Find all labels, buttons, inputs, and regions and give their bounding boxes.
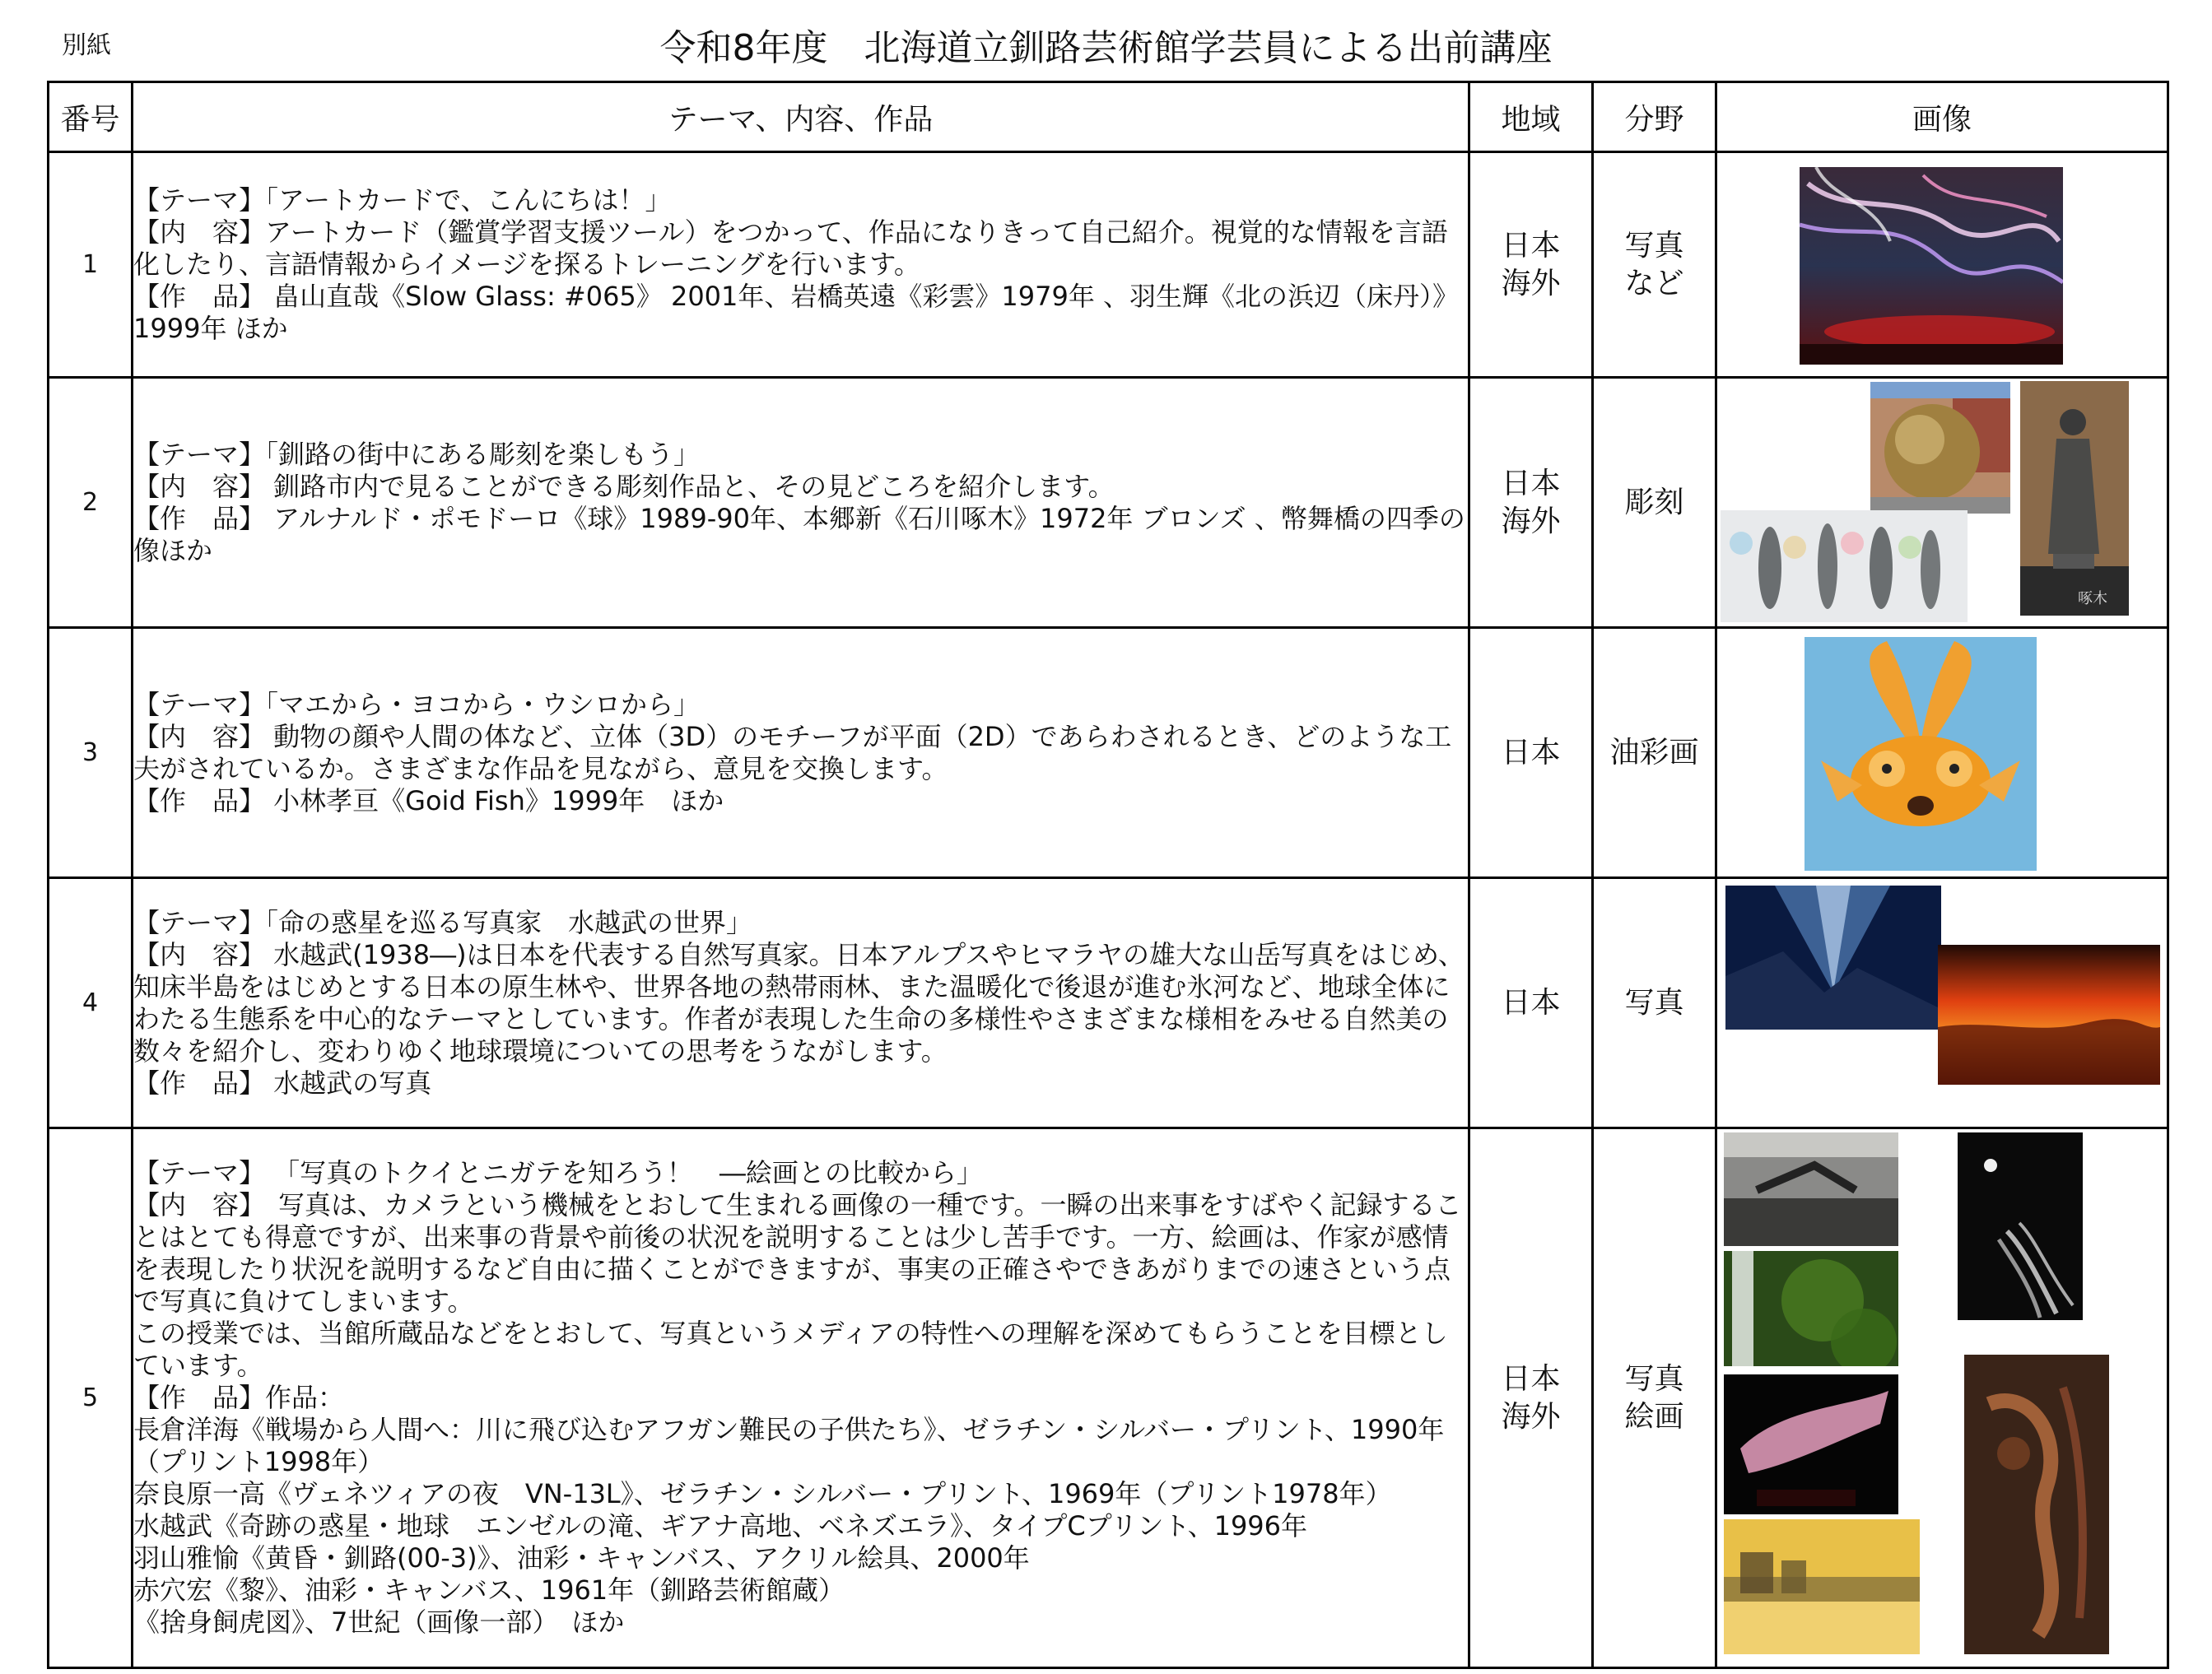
angel-falls-photo-image xyxy=(1724,1251,1898,1366)
header-theme: テーマ、内容、作品 xyxy=(133,82,1469,152)
row-field xyxy=(1593,878,1716,1128)
row-area xyxy=(1469,378,1593,628)
takuboku-statue-image xyxy=(2020,381,2129,616)
row-number: 5 xyxy=(49,1128,133,1668)
pink-abstract-painting-image xyxy=(1724,1374,1898,1514)
row-image-cell xyxy=(1716,378,2168,628)
table-row xyxy=(49,152,2168,378)
row-area xyxy=(1469,878,1593,1128)
row-image-cell xyxy=(1716,152,2168,378)
table-row xyxy=(49,628,2168,878)
row-text: 【テーマ】「マエから・ヨコから・ウシロから」 【内 容】 動物の顔や人間の体など、立体（3D）のモチーフが平面（2D）であらわされるとき、どのような工夫がされているか。さまざまな作品を見ながら、意見を交換します。 【作 品】 小林孝亘《Goid Fish》1999年 ほか xyxy=(133,688,1452,816)
row-content xyxy=(133,152,1469,378)
header-field: 分野 xyxy=(1593,82,1716,152)
row-content xyxy=(133,1128,1469,1668)
four-seasons-statues-image xyxy=(1721,510,1968,622)
row-content xyxy=(133,878,1469,1128)
row-field xyxy=(1593,628,1716,878)
row-text: 【テーマ】「命の惑星を巡る写真家 水越武の世界」 【内 容】 水越武(1938―)は日本を代表する自然写真家。日本アルプスやヒマラヤの雄大な山岳写真をはじめ、知床半島をはじめとする日本の原生林や、世界各地の熱帯雨林、また温暖化で後退が進む氷河など、地球全体にわたる生態系を中心的なテーマとしています。作者が表現した生命の多様性やさまざまな様相をみせる自然美の数々を紹介し、変わりゆく地球環境についての思考をうながします。 【作 品】 水越武の写真 xyxy=(133,906,1465,1099)
row-field-text: 彫刻 xyxy=(1624,485,1684,519)
header-area: 地域 xyxy=(1469,82,1593,152)
row-area-text: 日本 海外 xyxy=(1501,228,1561,300)
row-image-cell xyxy=(1716,628,2168,878)
artwork-slow-glass-image xyxy=(1800,167,2063,365)
table-row xyxy=(49,378,2168,628)
kushiro-dusk-painting-image xyxy=(1724,1519,1920,1654)
row-field-text: 油彩画 xyxy=(1609,735,1699,770)
lecture-table xyxy=(47,81,2169,1669)
table-row xyxy=(49,878,2168,1128)
tiger-painting-image xyxy=(1964,1355,2109,1654)
page-title: 令和8年度 北海道立釧路芸術館学芸員による出前講座 xyxy=(659,27,1553,69)
row-number: 1 xyxy=(49,152,133,378)
row-field-text: 写真 など xyxy=(1624,228,1684,300)
row-field xyxy=(1593,152,1716,378)
header-number: 番号 xyxy=(49,82,133,152)
row-text: 【テーマ】「釧路の街中にある彫刻を楽しもう」 【内 容】 釧路市内で見ることができる彫刻作品と、その見どころを紹介します。 【作 品】 アルナルド・ポモドーロ《球》1989-90年、本郷新《石川啄木》1972年 ブロンズ 、幣舞橋の四季の像ほか xyxy=(133,438,1465,566)
sphere-sculpture-image xyxy=(1870,382,2010,514)
row-text: 【テーマ】 「写真のトクイとニガテを知ろう！ ―絵画との比較から」 【内 容】 写真は、カメラという機械をとおして生まれる画像の一種です。一瞬の出来事をすばやく記録することはとても得意ですが、出来事の背景や前後の状況を説明することは少し苦手です。一方、絵画は、作家が感情を表現したり状況を説明するなど自由に描くことができますが、事実の正確さやできあがりまでの速さという点で写真に負けてしまいます。 この授業では、当館所蔵品などをとおして、写真というメディアの特性への理解を深めてもらうことを目標としています。 【作 品】作品： 長倉洋海《戦場から人間へ：川に飛び込むアフガン難民の子供たち》、ゼラチン・シルバー・プリント、1990年（プリント1998年） 奈良原一高《ヴェネツィアの夜 VN-13L》、ゼラチン・シルバー・プリント、1969年（プリント1978年） 水越武《奇跡の惑星・地球 エンゼルの滝、ギアナ高地、ベネズエラ》、タイプCプリント、1996年 羽山雅愉《黄昏・釧路(00-3)》、油彩・キャンバス、アクリル絵具、2000年 赤穴宏《黎》、油彩・キャンバス、1961年（釧路芸術館蔵） 《捨身飼虎図》、7世紀（画像一部） ほか xyxy=(133,1157,1462,1638)
row-area-text: 日本 海外 xyxy=(1501,1361,1561,1434)
header-image: 画像 xyxy=(1716,82,2168,152)
row-content xyxy=(133,378,1469,628)
row-field xyxy=(1593,1128,1716,1668)
row-field-text: 写真 絵画 xyxy=(1624,1361,1684,1434)
table-row xyxy=(49,1128,2168,1668)
gold-fish-painting-image xyxy=(1805,637,2037,871)
row-area-text: 日本 海外 xyxy=(1501,466,1561,538)
venice-night-photo-image xyxy=(1958,1132,2083,1320)
row-area-text: 日本 xyxy=(1501,985,1561,1020)
row-area xyxy=(1469,152,1593,378)
row-text: 【テーマ】「アートカードで、こんにちは！」 【内 容】アートカード（鑑賞学習支援ツール）をつかって、作品になりきって自己紹介。視覚的な情報を言語化したり、言語情報からイメージを探るトレーニングを行います。 【作 品】 畠山直哉《Slow Glass: #065》 2001年、岩橋英遠《彩雲》1979年 、羽生輝《北の浜辺（床丹）》 1999年 ほか xyxy=(133,184,1460,344)
row-number: 3 xyxy=(49,628,133,878)
row-image-cell xyxy=(1716,878,2168,1128)
row-number: 2 xyxy=(49,378,133,628)
sunset-mountains-photo-image xyxy=(1938,945,2160,1085)
row-area-text: 日本 xyxy=(1501,735,1561,770)
afghan-children-photo-image xyxy=(1724,1132,1898,1246)
row-area xyxy=(1469,628,1593,878)
row-area xyxy=(1469,1128,1593,1668)
header-row xyxy=(49,82,2168,152)
row-field xyxy=(1593,378,1716,628)
annex-label: 別紙 xyxy=(62,31,111,60)
row-field-text: 写真 xyxy=(1624,985,1684,1020)
row-number: 4 xyxy=(49,878,133,1128)
row-content xyxy=(133,628,1469,878)
row-image-cell xyxy=(1716,1128,2168,1668)
statue-plaque-text: 啄木 xyxy=(2078,590,2107,607)
mountain-night-photo-image xyxy=(1725,886,1941,1030)
